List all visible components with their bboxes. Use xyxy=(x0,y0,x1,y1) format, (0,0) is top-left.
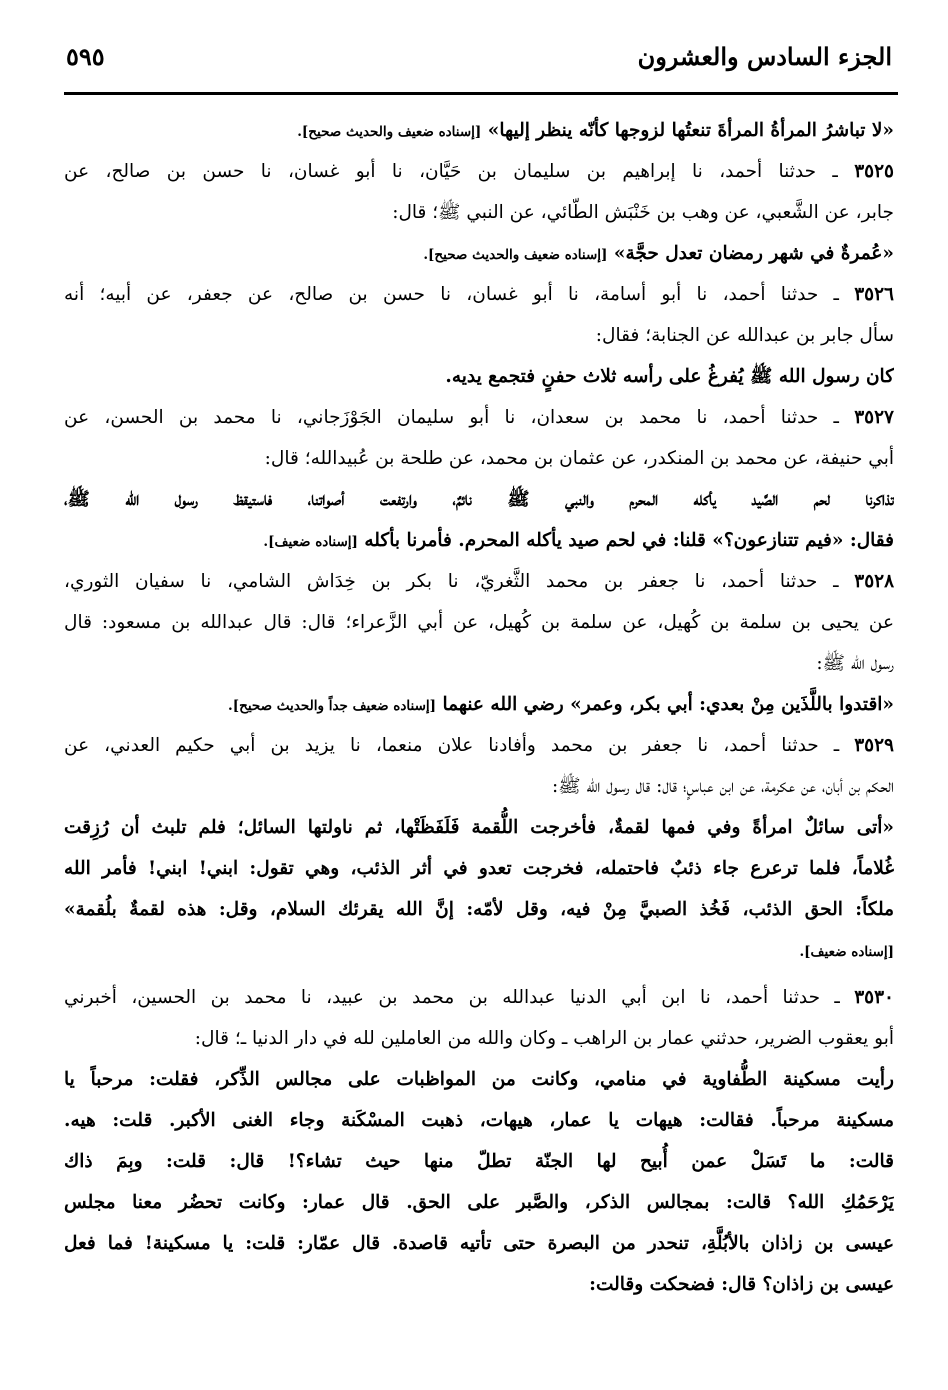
text-line xyxy=(64,233,894,274)
text-line xyxy=(64,643,894,684)
line-text: أبي حنيفة، عن محمد بن المنكدر، عن عثمان بن محمد، عن طلحة بن عُبيدالله؛ قال: xyxy=(264,448,894,469)
line-text: فقال: «فيم تتنازعون؟» قلنا: في لحم صيد يأكله المحرم. فأمرنا بأكله xyxy=(364,530,894,551)
line-text: «اقتدوا باللَّذَين مِنْ بعدي: أبي بكر، وعمر» رضي الله عنهما xyxy=(442,694,894,715)
line-text: عيسى بن زاذان؟ قال: فضحكت وقالت: xyxy=(589,1274,894,1295)
line-text: يَرْحَمُكِ الله؟ قالت: بمجالس الذكر، والصَّبر على الحق. قال عمار: وكانت تحضُر معنا مجلس xyxy=(64,1192,894,1213)
line-text: «عُمرةٌ في شهر رمضان تعدل حجَّة» xyxy=(613,243,894,264)
line-text: رسول الله ﷺ: xyxy=(816,653,894,674)
text-line xyxy=(64,561,894,602)
line-text: ـ حدثنا أحمد، نا محمد بن سعدان، نا أبو سليمان الجَوْزَجاني، نا محمد بن الحسن، عن xyxy=(64,407,839,428)
line-text: عن يحيى بن سلمة بن كُهيل، عن سلمة بن كُهيل، عن أبي الزَّعراء؛ قال: قال عبدالله بن مسعود: قال xyxy=(64,612,894,633)
line-text: الحكم بن أبان، عن عكرمة، عن ابن عباسٍ؛ قال: قال رسول الله ﷺ: xyxy=(552,776,894,797)
hadith-number: ٣٥٢٦ xyxy=(854,284,894,305)
header-rule xyxy=(64,92,898,95)
text-line xyxy=(64,1264,894,1305)
line-text: ـ حدثنا أحمد، نا جعفر بن محمد الثَّغريّ، نا بكر بن خِدَاش الشامي، نا سفيان الثوري، xyxy=(64,571,839,592)
isnad-note: [إسناده ضعيف والحديث صحيح]. xyxy=(423,247,608,263)
line-text: ـ حدثنا أحمد، نا ابن أبي الدنيا عبدالله بن محمد بن عبيد، نا محمد بن الحسين، أخبرني xyxy=(64,987,840,1008)
hadith-number: ٣٥٣٠ xyxy=(854,987,894,1008)
line-text: سأل جابر بن عبدالله عن الجنابة؛ فقال: xyxy=(595,325,894,346)
text-line xyxy=(64,479,894,520)
text-line xyxy=(64,397,894,438)
line-text: عيسى بن زاذان بالأبُلَّةِ، تنحدر من البصرة حتى تأتيه قاصدة. قال عمّار: قلت: يا مسكينة! فما فعل xyxy=(64,1233,894,1254)
page-number: ٥٩٥ xyxy=(66,42,105,71)
text-line xyxy=(64,520,894,561)
line-text: تذاكرنا لحم الصَّيد يأكله المحرم والنبي ﷺ نائمٌ، وارتفعت أصواتنا، فاستيقظ رسول الله ﷺ، xyxy=(64,489,894,510)
text-line xyxy=(64,356,894,397)
text-line xyxy=(64,807,894,848)
text-line xyxy=(64,192,894,233)
page-body xyxy=(64,110,894,1305)
text-line xyxy=(64,151,894,192)
isnad-note: [إسناده ضعيف جداً والحديث صحيح]. xyxy=(228,698,437,714)
line-text: «لا تباشرُ المرأةُ المرأةَ تنعتُها لزوجها كأنّه ينظر إليها» xyxy=(487,120,894,141)
line-text: جابر، عن الشَّعبي، عن وهب بن خَنْبَش الطّائي، عن النبي ﷺ؛ قال: xyxy=(392,202,894,223)
text-line xyxy=(64,315,894,356)
text-line xyxy=(64,274,894,315)
text-line xyxy=(64,438,894,479)
text-line xyxy=(64,1100,894,1141)
line-text: غُلاماً، فلما ترعرع جاء ذئبٌ فاحتمله، فخرجت تعدو في أثر الذئب، وهي تقول: ابني! ابني! فأمر الله xyxy=(64,858,894,879)
text-line xyxy=(64,848,894,889)
line-text: كان رسول الله ﷺ يُفرغُ على رأسه ثلاث حفنٍ فتجمع يديه. xyxy=(445,366,894,387)
isnad-note: [إسناده ضعيف]. xyxy=(799,944,894,960)
isnad-note: [إسناده ضعيف والحديث صحيح]. xyxy=(297,124,482,140)
line-text: «أتى سائلٌ امرأةً وفي فمها لقمةٌ، فأخرجت اللُّقمة فَلَفَظَتْها، ثم ناولتها السائل؛ فلم تلبث أن رُزِقت xyxy=(64,817,894,838)
hadith-number: ٣٥٢٩ xyxy=(854,735,894,756)
line-text: ـ حدثنا أحمد، نا إبراهيم بن سليمان بن حَيَّان، نا أبو غسان، نا حسن بن صالح، عن xyxy=(64,161,838,182)
text-line xyxy=(64,684,894,725)
text-line xyxy=(64,1182,894,1223)
text-line xyxy=(64,930,894,971)
text-line xyxy=(64,889,894,930)
text-line xyxy=(64,977,894,1018)
text-line xyxy=(64,1059,894,1100)
text-line xyxy=(64,1018,894,1059)
text-line xyxy=(64,602,894,643)
text-line xyxy=(64,1223,894,1264)
line-text: مسكينة مرحباً. فقالت: هيهات يا عمار، هيهات، ذهبت المسْكَنة وجاء الغنى الأكبر. قلت: هيه. xyxy=(64,1110,894,1131)
running-title: الجزء السادس والعشرون xyxy=(637,42,892,71)
page-header xyxy=(66,38,892,82)
hadith-number: ٣٥٢٧ xyxy=(854,407,894,428)
text-line xyxy=(64,110,894,151)
line-text: قالت: ما تَسَلْ عمن أُبيح لها الجنّة تطلّ منها حيث تشاء؟! قال: قلت: وبِمَ ذاك xyxy=(64,1151,894,1172)
line-text: ـ حدثنا أحمد، نا جعفر بن محمد وأفادنا علان منعما، نا يزيد بن أبي حكيم العدني، عن xyxy=(64,735,840,756)
line-text: ملكاً: الحق الذئب، فَخُذ الصبيَّ مِنْ فيه، وقل لأمّه: إنَّ الله يقرئك السلام، وقل: هذه لقمةٌ بلُقمة» xyxy=(64,899,894,920)
text-line xyxy=(64,1141,894,1182)
text-line xyxy=(64,725,894,766)
line-text: ـ حدثنا أحمد، نا أبو أسامة، نا أبو غسان، نا حسن بن صالح، عن جعفر، عن أبيه؛ أنه xyxy=(64,284,839,305)
hadith-number: ٣٥٢٨ xyxy=(854,571,894,592)
hadith-number: ٣٥٢٥ xyxy=(854,161,894,182)
line-text: أبو يعقوب الضرير، حدثني عمار بن الراهب ـ وكان والله من العاملين لله في دار الدنيا ـ؛ قال: xyxy=(194,1028,894,1049)
text-line xyxy=(64,766,894,807)
isnad-note: [إسناده ضعيف]. xyxy=(263,534,358,550)
line-text: رأيت مسكينة الطُّفاوية في منامي، وكانت من المواظبات على مجالس الذِّكر، فقلت: مرحباً يا xyxy=(64,1069,894,1090)
